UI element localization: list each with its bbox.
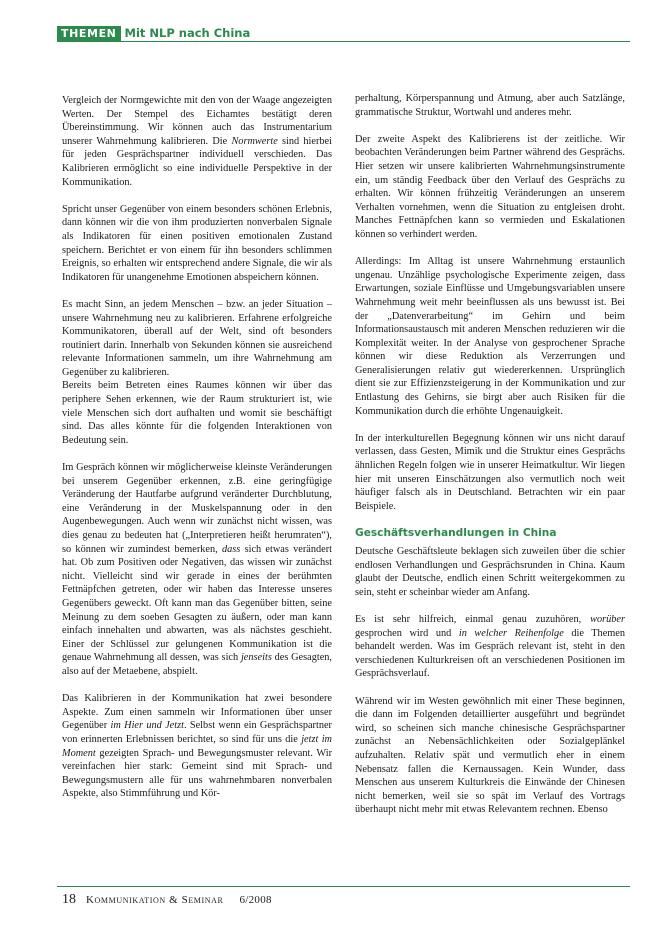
paragraph: Deutsche Geschäftsleute beklagen sich zuweilen über die schier endlosen Verhandlungen und Gesprächsrunden in China. Kaum glaubt der Deutsche, endlich einen Schritt weitergekommen zu sein, steht er scheinbar wieder am Anfang. (355, 546, 625, 598)
paragraph: Der zweite Aspekt des Kalibrierens ist der zeitliche. Wir beobachten Veränderungen beim Partner während des Gesprächs. Hier setzen wir unsere kalibrierten Wahrnehmungsinstrumente ein, um ständig Feedback über den Verlauf des Gesprächs zu erhalten. Wir können frühzeitig Veränderungen an unserem Verhalten vornehmen, wenn die Situation zu entgleisen droht. Manches Fettnäpfchen kann so vermieden und Eskalationen können so verhindert werden. (355, 133, 625, 240)
page-footer (62, 892, 272, 908)
paragraph: Es ist sehr hilfreich, einmal genau zuzuhören, worüber gesprochen wird und in welcher Reihenfolge die Themen behandelt werden. Was im Gespräch relevant ist, steht in den verschiedenen Kulturkreisen oft an verschiedenen Positionen im Gesprächsverlauf. (355, 613, 625, 680)
running-header (57, 26, 250, 41)
paragraph: Spricht unser Gegenüber von einem besonders schönen Erlebnis, dann können wir die von ihm produzierten nonverbalen Signale als Indikatoren für einen positiven emotionalen Zustand speichern. Berichtet er von einem für ihn besonders schlimmen Ereignis, so erhalten wir entsprechend andere Signale, die wir als Indikatoren für unangenehme Emotionen abspeichern können. (62, 203, 332, 283)
section-heading: Geschäftsverhandlungen in China (355, 527, 557, 539)
running-title: Mit NLP nach China (124, 26, 251, 40)
paragraph: Bereits beim Betreten eines Raumes können wir über das periphere Sehen erkennen, wie der Raum strukturiert ist, wie viele Menschen sich dort aufhalten und womit sie beschäftigt sind. Das alles könnte für die folgenden Interaktionen von Bedeutung sein. (62, 380, 332, 446)
magazine-name: Kommunikation & Seminar (86, 894, 224, 906)
paragraph: Während wir im Westen gewöhnlich mit einer These beginnen, die dann im Folgenden detaillierter ausgeführt und begründet wird, so scheinen sich manche chinesische Gesprächspartner zunächst an Nebensächlichkeiten oder Sozialgeplänkel aufzuhalten. Relativ spät und vermutlich eher in einem Nebensatz fallen die Kernaussagen. Kein Wunder, dass Menschen aus unserem Kulturkreis die Einwände der Chinesen nicht bemerken, weil sie so spät im Verlauf des Vortrags überhaupt nicht mehr mit etwas Relevantem rechnen. Ebenso (355, 695, 625, 816)
paragraph: Es macht Sinn, an jedem Menschen – bzw. an jeder Situation – unsere Wahrnehmung neu zu kalibrieren. Erfahrene erfolgreiche Kommunikatoren, überall auf der Welt, sind oft besonders routiniert darin. Innerhalb von Sekunden können sie ausreichend relevante Informationen sammeln, um ihre Wahrnehmung am Gegenüber zu kalibrieren. (62, 298, 332, 378)
footer-rule (57, 886, 630, 887)
left-column (62, 94, 332, 814)
paragraph: Das Kalibrieren in der Kommunikation hat zwei besondere Aspekte. Zum einen sammeln wir Informationen über unser Gegenüber im Hier und Jetzt. Selbst wenn ein Gesprächspartner von erinnerten Erlebnissen berichtet, so sind für uns die jetzt im Moment gezeigten Sprach- und Bewegungsmuster relevant. Wir vereinfachen hier stark: Gemeint sind mit Sprach- und Bewegungsmustern alle für uns wahrnehmbaren nonverbalen Aspekte, also Stimmführung und Kör- (62, 693, 332, 800)
issue-number: 6/2008 (239, 894, 272, 906)
right-column (355, 92, 625, 830)
paragraph: In der interkulturellen Begegnung können wir uns nicht darauf verlassen, dass Gesten, Mimik und die Struktur eines Gesprächs ähnlichen Regeln folgen wie in unserer Heimatkultur. Wir liegen hier mit unseren Einschätzungen also vermutlich noch weit häufiger falsch als in Deutschland. Betrachten wir ein paar Beispiele. (355, 432, 625, 512)
header-rule (57, 41, 630, 42)
paragraph: Im Gespräch können wir möglicherweise kleinste Veränderungen bei unserem Gegenüber erkennen, z.B. eine geringfügige Veränderung der Hautfarbe aufgrund veränderter Durchblutung, eine Veränderung in der Muskelspannung oder in den Augenbewegungen. Auch wenn wir zunächst nicht wissen, was dies genau zu bedeuten hat („Interpretieren heißt herumraten“), so können wir zumindest bemerken, dass sich etwas verändert hat. Ob zum Positiven oder Negativen, das wissen wir zunächst nicht. Vielleicht sind wir gerade in eines der berühmten Fettnäpfchen getreten, oder wir haben das Interesse unseres Gegenübers geweckt. Oft kann man das Gegenüber bitten, seine Meinung zu dem soeben Gesagten zu äußern, oder man kann einfach innehalten und abwarten, was als nächstes geschieht. Einer der Schlüssel zur gelungenen Kommunikation ist die genaue Wahrnehmung all dessen, was sich jenseits des Gesagten, also auf der Metaebene, abspielt. (62, 462, 332, 677)
page-number: 18 (62, 892, 76, 907)
paragraph: Allerdings: Im Alltag ist unsere Wahrnehmung erstaunlich ungenau. Unzählige psychologische Experimente zeigen, dass Erwartungen, soziale Einflüsse und Umgebungsvariablen unsere Wahrnehmung weit mehr beeinflussen als uns bewusst ist. Bei der „Datenverarbeitung“ im Gehirn und beim Informationsaustausch mit anderen Menschen reduzieren wir die Komplexität weiter. In der Analyse von gesprochener Sprache können wir diese Reduktion als Verzerrungen und Generalisierungen relativ gut wiedererkennen. Ursprünglich dient sie zur Effizienzsteigerung in der Kommunikation und zur Entlastung des Gehirns, sie birgt aber auch Risiken für die Kommunikation durch die erhöhte Ungenauigkeit. (355, 256, 625, 417)
section-tag: THEMEN (57, 26, 121, 41)
paragraph: Vergleich der Normgewichte mit den von der Waage angezeigten Werten. Der Stempel des Eichamtes bestätigt deren Übereinstimmung. Wir können auch das Instrumentarium unserer Wahrnehmung kalibrieren. Die Normwerte sind hierbei für jeden Gesprächspartner individuell verschieden. Das Kalibrieren ermöglicht so eine individuelle Perspektive in der Kommunikation. (62, 95, 332, 188)
paragraph: perhaltung, Körperspannung und Atmung, aber auch Satzlänge, grammatische Struktur, Wortwahl und anderes mehr. (355, 93, 625, 118)
